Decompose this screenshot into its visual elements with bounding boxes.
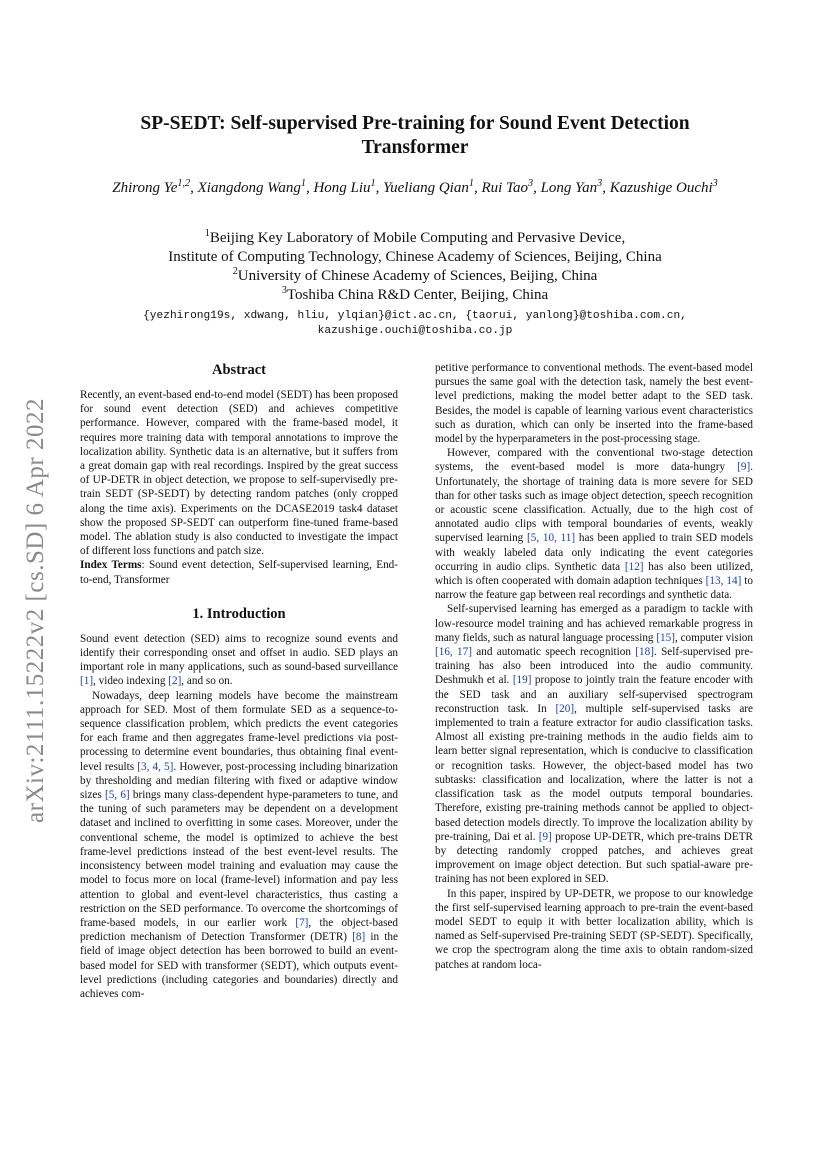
affiliation-text: Toshiba China R&D Center, Beijing, China [286, 287, 549, 303]
author-name: Zhirong Ye [112, 180, 178, 196]
index-terms [80, 558, 398, 586]
affiliation-number: 1 [204, 228, 210, 239]
affiliation-text: Institute of Computing Technology, Chinese Academy of Sciences, Beijing, China [168, 249, 662, 265]
paper-title-line-1: SP-SEDT: Self-supervised Pre-training for Sound Event Detection [140, 113, 690, 134]
affiliation-line [90, 248, 740, 267]
affiliation-number: 3 [281, 285, 287, 296]
arxiv-identifier-stamp [10, 365, 62, 855]
affiliation-line [90, 286, 740, 305]
affiliation-number: 2 [232, 266, 238, 277]
body-paragraph: Sound event detection (SED) aims to recognize sound events and identify their corresponding onset and offset in audio. SED plays an important role in many applications, such as sound-based surveillance [1], video indexing [2], and so on. [80, 632, 398, 688]
left-column [80, 361, 398, 1001]
author-affiliation-mark: 1 [468, 178, 474, 189]
author-name: Kazushige Ouchi [609, 180, 713, 196]
citation-link[interactable]: [5, 10, 11] [527, 532, 576, 545]
citation-link[interactable]: [2] [168, 675, 182, 688]
affiliation-list [90, 229, 740, 305]
author-name: Rui Tao [481, 180, 528, 196]
email-line-1: {yezhirong19s, xdwang, hliu, ylqian}@ict.ac.cn, {taorui, yanlong}@toshiba.com.cn, [143, 310, 687, 322]
citation-link[interactable]: [12] [624, 560, 644, 573]
author-list: Zhirong Ye$^{1,2}$, Xiangdong Wang$^1$, Hong Liu$^1$, Yueliang Qian$^1$, Rui Tao$^3$, Long Yan$^3$, Kazushige Ouchi$^3$ [112, 178, 718, 196]
author-name: Hong Liu [313, 180, 371, 196]
author-affiliation-mark: 1 [370, 178, 376, 189]
index-terms-text: : Sound event detection, Self-supervised learning, End-to-end, Transformer [80, 559, 398, 586]
citation-link[interactable]: [16, 17] [435, 646, 472, 659]
paper-title-line-2: Transformer [361, 137, 469, 158]
citation-link[interactable]: [20] [555, 702, 575, 715]
citation-link[interactable]: [9] [538, 830, 552, 843]
abstract-text: Recently, an event-based end-to-end model (SEDT) has been proposed for sound event detection (SED) and achieves competitive performance. However, compared with the frame-based model, it requires more training data with temporal annotations to improve the localization ability. Synthetic data is an alternative, but it suffers from a great domain gap with real recordings. Inspired by the great success of UP-DETR in object detection, we propose to self-supervisedly pre-train SEDT (SP-SEDT) by detecting random patches (only cropped along the time axis). Experiments on the DCASE2019 task4 dataset show the proposed SP-SEDT can outperform fine-tuned frame-based model. The ablation study is also conducted to investigate the impact of different loss functions and patch size. [80, 389, 398, 558]
author-name: Xiangdong Wang [197, 180, 301, 196]
citation-link[interactable]: [13, 14] [705, 575, 742, 588]
citation-link[interactable]: [9] [737, 461, 751, 474]
affiliation-line [90, 229, 740, 248]
citation-link[interactable]: [1] [80, 675, 94, 688]
author-name: Yueliang Qian [383, 180, 469, 196]
introduction-body-left [80, 632, 398, 1001]
body-paragraph: petitive performance to conventional methods. The event-based model pursues the same goal with the detection task, namely the best event-level predictions, making the model better adapt to the SED task. Besides, the model is capable of learning various event characteristics such as duration, which can only be inserted into the frame-based model by the hyperparameters in the post-processing stage. [435, 362, 753, 446]
right-column [435, 361, 753, 972]
index-terms-label: Index Terms [80, 559, 142, 572]
citation-link[interactable]: [19] [512, 674, 532, 687]
author-affiliation-mark: 3 [527, 178, 534, 189]
author-affiliation-mark: 1,2 [177, 178, 191, 189]
citation-link[interactable]: [5, 6] [104, 789, 130, 802]
body-paragraph: Nowadays, deep learning models have become the mainstream approach for SED. Most of them formulate SED as a sequence-to-sequence classification problem, which predicts the event categories for each frame and then aggregates frame-level predictions via post-processing to determine event boundaries, thus obtaining final event-level results [3, 4, 5]. However, post-processing including binarization by thresholding and median filtering with fixed or adaptive window sizes [5, 6] brings many class-dependent hype-parameters to tune, and the tuning of such parameters may be dependent on a development dataset and inclined to overfitting in some cases. Moreover, under the conventional scheme, the model is optimized to achieve the best frame-level predictions instead of the best event-level results. The inconsistency between model training and evaluation may cause the model to focus more on local (frame-level) information and pay less attention to global and event-level characteristics, thus casting a restriction on the SED performance. To overcome the shortcomings of frame-based models, in our earlier work [7], the object-based prediction mechanism of Detection Transformer (DETR) [8] in the field of image object detection has been borrowed to build an event-based model for SED with transformer (SEDT), which outputs event-level predictions (including categories and boundaries) directly and achieves com- [80, 689, 399, 1000]
affiliation-line [90, 267, 740, 286]
author-affiliation-mark: 3 [597, 178, 603, 189]
citation-link[interactable]: [8] [352, 931, 366, 944]
abstract-heading: Abstract [212, 362, 266, 378]
email-list [60, 309, 770, 339]
author-affiliation-mark: 1 [300, 178, 306, 189]
paper-title [110, 112, 720, 160]
author-name: Long Yan [540, 180, 598, 196]
body-paragraph: However, compared with the conventional two-stage detection systems, the event-based model is more data-hungry [9]. Unfortunately, the shortage of training data is more severe for SED than for other tasks such as image object detection, speech recognition or acoustic scene classification. Actually, due to the high cost of annotated audio clips with temporal boundaries of events, weakly supervised learning [5, 10, 11] has been applied to train SED models with weakly labeled data only indicating the event categories occurring in audio clips. Synthetic data [12] has also been utilized, which is often cooperated with domain adaption techniques [13, 14] to narrow the feature gap between real recordings and synthetic data. [435, 447, 753, 602]
affiliation-text: University of Chinese Academy of Sciences, Beijing, China [237, 268, 598, 284]
introduction-body-right [435, 361, 753, 972]
body-paragraph: Self-supervised learning has emerged as a paradigm to tackle with low-resource model training and has achieved remarkable progress in many fields, such as natural language processing [15], computer vision [16, 17] and automatic speech recognition [18]. Self-supervised pre-training has also been introduced into the audio community. Deshmukh et al. [19] propose to jointly train the feature encoder with the SED task and an auxiliary self-supervised spectrogram reconstruction task. In [20], multiple self-supervised tasks are implemented to train a feature extractor for audio classification tasks. Almost all existing pre-training methods in the audio fields aim to learn better signal representation, which is conducive to classification or recognition tasks. However, the object-based model has two subtasks: classification and localization, where the latter is not a classification task as the model outputs temporal boundaries. Therefore, existing pre-training methods cannot be applied to object-based detection models directly. To improve the localization ability by pre-training, Dai et al. [9] propose UP-DETR, which pre-trains DETR by detecting randomly cropped patches, and achieves great improvement on image object detection. But such spatial-aware pre-training has not been explored in SED. [435, 603, 754, 886]
citation-link[interactable]: [18] [635, 646, 654, 659]
body-paragraph: In this paper, inspired by UP-DETR, we propose to our knowledge the first self-supervised learning approach to pre-train the event-based model SEDT to equip it with better localization ability, which is named as Self-supervised Pre-training SEDT (SP-SEDT). Specifically, we crop the spectrogram along the time axis to obtain random-sized patches at random loca- [435, 887, 753, 971]
arxiv-identifier-text: arXiv:2111.15222v2 [cs.SD] 6 Apr 2022 [22, 397, 49, 823]
citation-link[interactable]: [7] [295, 916, 309, 929]
email-line-2: kazushige.ouchi@toshiba.co.jp [317, 325, 513, 337]
affiliation-text: Beijing Key Laboratory of Mobile Computing and Pervasive Device, [209, 230, 626, 246]
author-affiliation-mark: 3 [712, 178, 718, 189]
introduction-heading: 1. Introduction [192, 605, 286, 622]
citation-link[interactable]: [3, 4, 5] [137, 760, 174, 773]
citation-link[interactable]: [15] [656, 631, 675, 644]
